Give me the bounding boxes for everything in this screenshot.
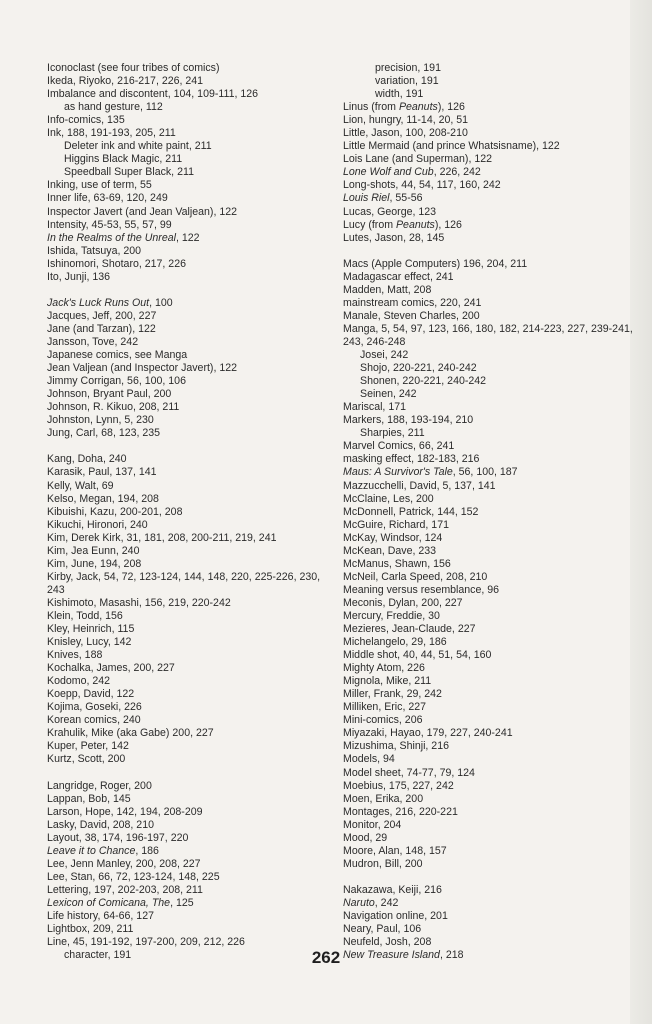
index-entry: Moore, Alan, 148, 157 <box>343 844 447 857</box>
index-entry: Kim, June, 194, 208 <box>47 557 142 570</box>
index-entry: Manga, 5, 54, 97, 123, 166, 180, 182, 214-223, 227, 239-241, 243, 246-248 <box>343 322 633 348</box>
index-entry: Neufeld, Josh, 208 <box>343 936 432 949</box>
index-entry: Knisley, Lucy, 142 <box>47 636 132 649</box>
index-entry: Life history, 64-66, 127 <box>47 910 154 923</box>
index-entry: Kim, Derek Kirk, 31, 181, 208, 200-211, 219, 241 <box>47 531 277 544</box>
index-entry: Mezieres, Jean-Claude, 227 <box>343 623 476 636</box>
index-subentry: Seinen, 242 <box>360 388 417 401</box>
index-entry: Lee, Jenn Manley, 200, 208, 227 <box>47 857 201 870</box>
index-entry: Ikeda, Riyoko, 216-217, 226, 241 <box>47 75 204 88</box>
index-entry: Lexicon of Comicana, The, 125 <box>47 897 194 909</box>
index-subentry: character, 191 <box>64 949 132 962</box>
index-entry: Kang, Doha, 240 <box>47 453 127 466</box>
index-entry: Line, 45, 191-192, 197-200, 209, 212, 226 <box>47 936 245 949</box>
index-entry: Lappan, Bob, 145 <box>47 792 131 805</box>
index-entry: Mizushima, Shinji, 216 <box>343 740 449 753</box>
index-subentry: Shonen, 220-221, 240-242 <box>360 375 487 388</box>
index-entry: Middle shot, 40, 44, 51, 54, 160 <box>343 649 492 662</box>
index-entry: Nakazawa, Keiji, 216 <box>343 883 442 896</box>
index-entry: Krahulik, Mike (aka Gabe) 200, 227 <box>47 727 214 740</box>
index-entry: Johnson, Bryant Paul, 200 <box>47 388 172 401</box>
index-entry: Lutes, Jason, 28, 145 <box>343 231 445 244</box>
index-entry: Lion, hungry, 11-14, 20, 51 <box>343 114 469 127</box>
index-entry: Imbalance and discontent, 104, 109-111, 126 <box>47 88 259 101</box>
index-entry: Lightbox, 209, 211 <box>47 923 134 936</box>
index-entry: Moen, Erika, 200 <box>343 792 424 805</box>
index-entry: Mazzucchelli, David, 5, 137, 141 <box>343 479 496 492</box>
index-entry: Layout, 38, 174, 196-197, 220 <box>47 831 189 844</box>
index-entry: Mini-comics, 206 <box>343 714 423 727</box>
index-entry: Lucy (from Peanuts), 126 <box>343 218 462 231</box>
index-entry: McManus, Shawn, 156 <box>343 557 451 570</box>
index-subentry: Sharpies, 211 <box>360 427 425 440</box>
index-entry: Kishimoto, Masashi, 156, 219, 220-242 <box>47 596 231 609</box>
index-subentry: variation, 191 <box>375 75 439 88</box>
section-gap <box>47 284 332 297</box>
index-subentry: as hand gesture, 112 <box>64 101 163 114</box>
index-entry: Marvel Comics, 66, 241 <box>343 440 455 453</box>
index-entry: Mood, 29 <box>343 831 388 844</box>
index-entry: Leave it to Chance, 186 <box>47 844 159 857</box>
index-entry: Lasky, David, 208, 210 <box>47 818 154 831</box>
index-entry: Kodomo, 242 <box>47 675 111 688</box>
index-subentry: Speedball Super Black, 211 <box>64 166 194 179</box>
index-entry: Naruto, 242 <box>343 897 399 909</box>
index-entry: Lee, Stan, 66, 72, 123-124, 148, 225 <box>47 870 220 883</box>
index-entry: Jansson, Tove, 242 <box>47 335 139 348</box>
index-entry: Inking, use of term, 55 <box>47 179 152 192</box>
index-entry: Miyazaki, Hayao, 179, 227, 240-241 <box>343 727 513 740</box>
index-entry: Mignola, Mike, 211 <box>343 675 432 688</box>
index-entry: McKay, Windsor, 124 <box>343 531 443 544</box>
index-entry: Japanese comics, see Manga <box>47 349 188 362</box>
index-entry: Mudron, Bill, 200 <box>343 857 423 870</box>
index-entry: Kikuchi, Hironori, 240 <box>47 518 148 531</box>
index-entry: Ito, Junji, 136 <box>47 270 111 283</box>
index-entry: McClaine, Les, 200 <box>343 492 434 505</box>
index-subentry: Shojo, 220-221, 240-242 <box>360 362 477 375</box>
index-entry: Mighty Atom, 226 <box>343 662 425 675</box>
index-entry: Michelangelo, 29, 186 <box>343 636 447 649</box>
index-entry: Macs (Apple Computers) 196, 204, 211 <box>343 257 528 270</box>
index-entry: Monitor, 204 <box>343 818 402 831</box>
index-entry: Miller, Frank, 29, 242 <box>343 688 442 701</box>
index-column-left <box>47 62 332 962</box>
index-entry: Linus (from Peanuts), 126 <box>343 101 465 114</box>
index-entry: Iconoclast (see four tribes of comics) <box>47 62 220 74</box>
index-entry: Lucas, George, 123 <box>343 205 437 218</box>
index-entry: masking effect, 182-183, 216 <box>343 453 480 466</box>
index-entry: Louis Riel, 55-56 <box>343 192 423 205</box>
index-entry: Jane (and Tarzan), 122 <box>47 322 156 335</box>
index-entry: Kochalka, James, 200, 227 <box>47 662 175 675</box>
index-entry: Madden, Matt, 208 <box>343 283 432 296</box>
index-entry: Kim, Jea Eunn, 240 <box>47 544 140 557</box>
index-entry: mainstream comics, 220, 241 <box>343 296 482 309</box>
index-entry: Models, 94 <box>343 753 395 766</box>
index-entry: Jacques, Jeff, 200, 227 <box>47 309 157 322</box>
index-entry: Ink, 188, 191-193, 205, 211 <box>47 127 176 140</box>
index-entry: Mercury, Freddie, 30 <box>343 609 440 622</box>
index-entry: Langridge, Roger, 200 <box>47 779 152 792</box>
index-entry: Koepp, David, 122 <box>47 688 135 701</box>
index-entry: Johnston, Lynn, 5, 230 <box>47 414 154 427</box>
index-entry: Milliken, Eric, 227 <box>343 701 427 714</box>
index-entry: Karasik, Paul, 137, 141 <box>47 466 157 479</box>
index-entry: Korean comics, 240 <box>47 714 141 727</box>
index-entry: Jack's Luck Runs Out, 100 <box>47 296 173 309</box>
index-entry: Manale, Steven Charles, 200 <box>343 309 480 322</box>
index-entry: Neary, Paul, 106 <box>343 923 422 936</box>
index-entry: Kelly, Walt, 69 <box>47 479 114 492</box>
index-entry: Larson, Hope, 142, 194, 208-209 <box>47 805 203 818</box>
index-entry: Navigation online, 201 <box>343 910 448 923</box>
index-column-right <box>343 62 643 962</box>
index-entry: Madagascar effect, 241 <box>343 270 454 283</box>
index-entry: Lois Lane (and Superman), 122 <box>343 153 493 166</box>
index-entry: Kurtz, Scott, 200 <box>47 753 126 766</box>
index-entry: Knives, 188 <box>47 649 103 662</box>
section-gap <box>47 767 332 780</box>
index-subentry: Josei, 242 <box>360 349 409 362</box>
index-entry: Kuper, Peter, 142 <box>47 740 129 753</box>
index-entry: Jimmy Corrigan, 56, 100, 106 <box>47 375 186 388</box>
index-subentry: Deleter ink and white paint, 211 <box>64 140 212 153</box>
index-entry: Kelso, Megan, 194, 208 <box>47 492 159 505</box>
index-entry: Mariscal, 171 <box>343 401 406 414</box>
index-entry: Inspector Javert (and Jean Valjean), 122 <box>47 205 238 218</box>
index-entry: Inner life, 63-69, 120, 249 <box>47 192 168 205</box>
index-entry: Kley, Heinrich, 115 <box>47 623 135 636</box>
index-subentry: precision, 191 <box>375 62 441 74</box>
index-entry: Jung, Carl, 68, 123, 235 <box>47 427 161 440</box>
index-entry: Kibuishi, Kazu, 200-201, 208 <box>47 505 183 518</box>
index-entry: Maus: A Survivor's Tale, 56, 100, 187 <box>343 466 518 479</box>
index-entry: Ishida, Tatsuya, 200 <box>47 244 142 257</box>
index-entry: Johnson, R. Kikuo, 208, 211 <box>47 401 180 414</box>
index-subentry: width, 191 <box>375 88 424 101</box>
index-entry: McNeil, Carla Speed, 208, 210 <box>343 570 488 583</box>
index-entry: New Treasure Island, 218 <box>343 949 464 962</box>
index-entry: Kojima, Goseki, 226 <box>47 701 142 714</box>
index-entry: McKean, Dave, 233 <box>343 544 437 557</box>
index-entry: Meaning versus resemblance, 96 <box>343 583 500 596</box>
index-entry: McDonnell, Patrick, 144, 152 <box>343 505 479 518</box>
section-gap <box>343 871 643 884</box>
index-entry: McGuire, Richard, 171 <box>343 518 449 531</box>
index-entry: Markers, 188, 193-194, 210 <box>343 414 474 427</box>
page-number: 262 <box>311 948 341 967</box>
index-entry: Kirby, Jack, 54, 72, 123-124, 144, 148, 220, 225-226, 230, 243 <box>47 570 321 596</box>
index-entry: Moebius, 175, 227, 242 <box>343 779 454 792</box>
index-entry: Lone Wolf and Cub, 226, 242 <box>343 166 481 179</box>
index-entry: Jean Valjean (and Inspector Javert), 122 <box>47 362 238 375</box>
index-entry: Intensity, 45-53, 55, 57, 99 <box>47 218 172 231</box>
index-entry: In the Realms of the Unreal, 122 <box>47 231 200 244</box>
index-entry: Long-shots, 44, 54, 117, 160, 242 <box>343 179 501 192</box>
index-entry: Model sheet, 74-77, 79, 124 <box>343 766 475 779</box>
index-entry: Info-comics, 135 <box>47 114 125 127</box>
section-gap <box>343 245 643 258</box>
index-entry: Meconis, Dylan, 200, 227 <box>343 596 463 609</box>
index-entry: Ishinomori, Shotaro, 217, 226 <box>47 257 186 270</box>
index-entry: Little, Jason, 100, 208-210 <box>343 127 468 140</box>
index-entry: Montages, 216, 220-221 <box>343 805 458 818</box>
index-subentry: Higgins Black Magic, 211 <box>64 153 183 166</box>
section-gap <box>47 440 332 453</box>
index-entry: Little Mermaid (and prince Whatsisname), 122 <box>343 140 560 153</box>
index-entry: Klein, Todd, 156 <box>47 609 123 622</box>
index-entry: Lettering, 197, 202-203, 208, 211 <box>47 883 203 896</box>
